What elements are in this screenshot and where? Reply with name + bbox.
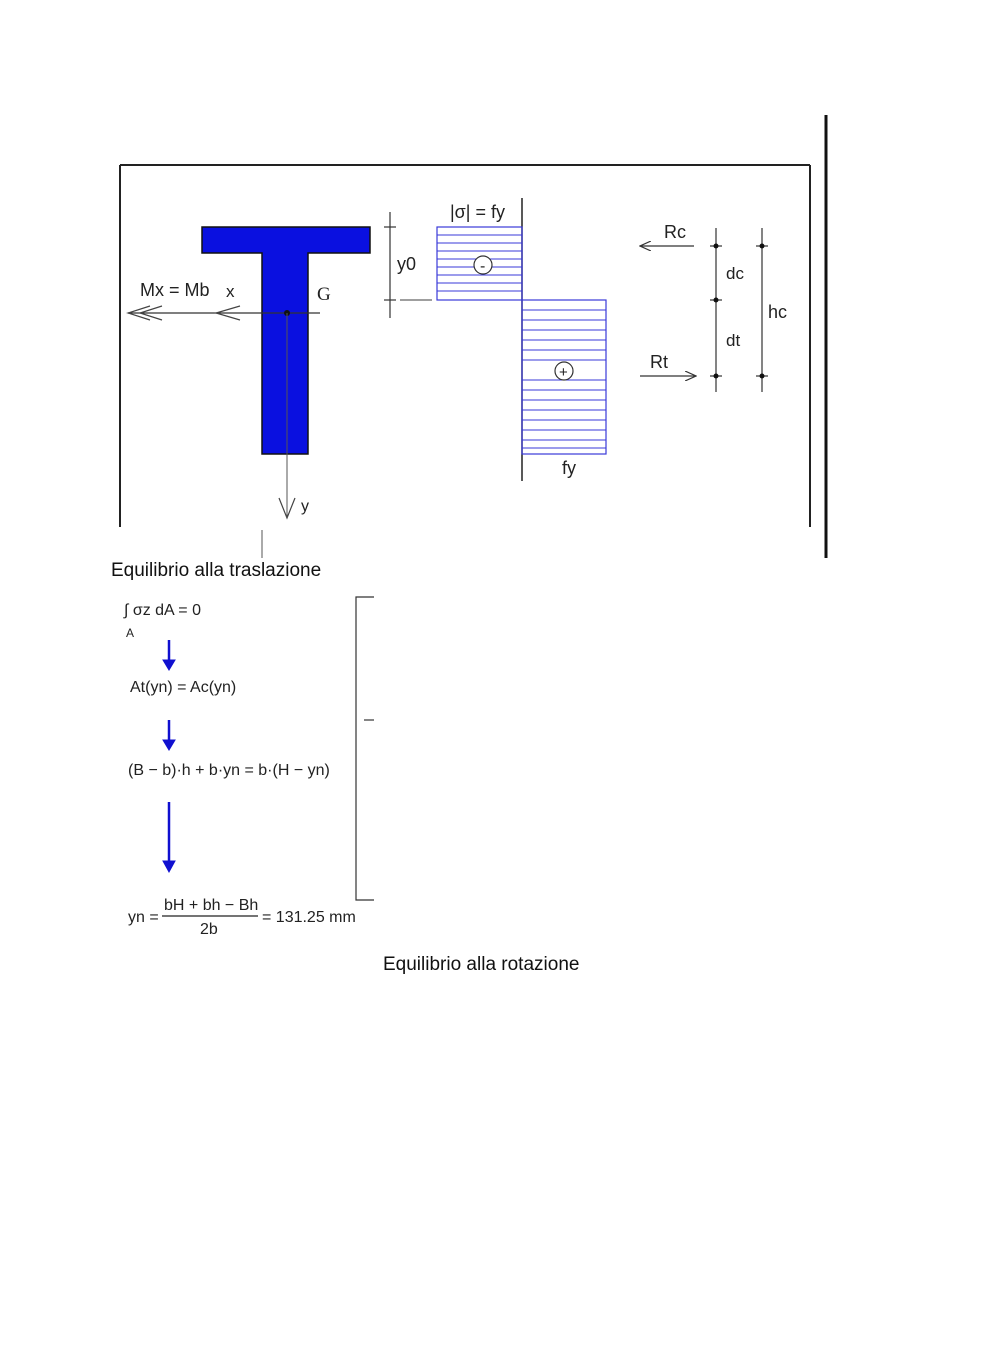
dc-dt-dimension	[710, 228, 722, 392]
flow-arrows	[163, 640, 175, 872]
dim-dot	[714, 244, 719, 249]
hc-label: hc	[768, 302, 788, 322]
equation-integral: ∫ σz dA = 0	[124, 602, 201, 619]
y-axis-label: y	[301, 498, 309, 515]
equation-yn-result: = 131.25 mm	[262, 909, 356, 926]
caption-translation: Equilibrio alla traslazione	[111, 560, 322, 581]
equation-integral-subscript: A	[126, 626, 135, 640]
minus-sign: -	[480, 258, 486, 275]
equation-yn-lhs: yn =	[128, 909, 159, 926]
plus-sign: +	[559, 364, 568, 381]
stress-bottom-label: fy	[562, 458, 577, 478]
x-axis-label: x	[226, 282, 235, 301]
caption-rotation: Equilibrio alla rotazione	[383, 954, 580, 975]
centroid-label: G	[317, 284, 331, 305]
equation-expanded: (B − b)·h + b·yn = b·(H − yn)	[128, 762, 330, 779]
dt-label: dt	[726, 331, 741, 350]
hc-dimension	[756, 228, 768, 392]
stress-top-label: |σ| = fy	[450, 202, 505, 222]
equation-yn-numerator: bH + bh − Bh	[164, 897, 259, 914]
t-section	[202, 227, 370, 454]
y0-label: y0	[397, 254, 417, 274]
dim-dot	[760, 374, 765, 379]
moment-label: Mx = Mb	[140, 280, 210, 300]
dim-dot	[760, 244, 765, 249]
dc-label: dc	[726, 264, 744, 283]
rt-label: Rt	[650, 352, 668, 372]
equation-yn-denominator: 2b	[200, 921, 218, 938]
equation-area-equality: At(yn) = Ac(yn)	[130, 679, 237, 696]
equation-bracket	[356, 597, 374, 900]
rc-label: Rc	[664, 222, 686, 242]
dim-dot	[714, 298, 719, 303]
dim-dot	[714, 374, 719, 379]
